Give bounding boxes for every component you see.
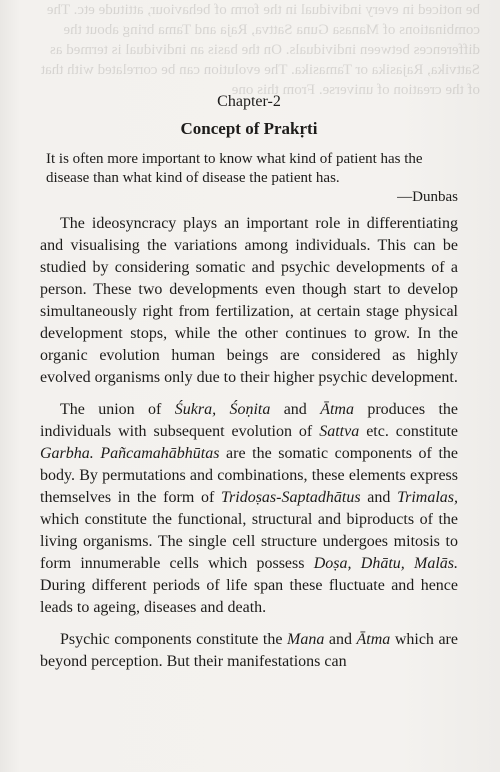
- italic-term: Sattva: [319, 423, 360, 440]
- italic-term: Tridoṣas-Saptadhātus: [221, 489, 361, 506]
- text-run: produces the individuals with subsequent evolution of: [40, 401, 459, 440]
- chapter-title: Concept of Prakṛti: [180, 119, 318, 138]
- text-run: which constitute the functional, structural and biproducts of the living organisms. The single cell structure undergoes mitosis to form innumerable cells which possess: [40, 511, 458, 572]
- italic-term: Garbha. Pañcamahābhūtas: [40, 445, 220, 462]
- epigraph-author: —Dunbas: [397, 189, 458, 205]
- show-through-text: be noticed in every individual in the form of behaviour, attitude etc. The combinations of Manasa Guna Sattva, Raja and Tama bring about the differences between individuals. On the basis an individual is termed as Sattvika, Rajasika or Tamasika. The evolution can be correlated with that of the creation of universe. From this one: [40, 2, 480, 98]
- text-run: etc. constitute: [359, 423, 459, 440]
- text-run: are the somatic components of the body. By permutations and combinations, these elements express themselves in the form of: [40, 445, 458, 506]
- italic-term: Trimalas,: [397, 489, 459, 506]
- paragraph: [40, 399, 458, 619]
- paragraph: [40, 629, 458, 673]
- italic-term: Ātma: [356, 631, 391, 648]
- italic-term: Ātma: [320, 401, 354, 418]
- page-content: [40, 92, 458, 683]
- text-run: and: [360, 489, 398, 506]
- text-run: Psychic components constitute the: [60, 631, 287, 648]
- text-run: The ideosyncracy plays an important role in differentiating and visualising the variations among individuals. This can be studied by considering somatic and psychic developments of a person. These two developments even though start to develop simultaneously right from fertilization, at certain stage physical development stops, while the other continues to grow. In the organic evolution human beings are considered as highly evolved organisms only due to their higher psychic development.: [40, 215, 458, 386]
- paragraph: [40, 213, 458, 389]
- text-run: which are beyond perception. But their manifestations can: [40, 631, 458, 670]
- text-run: The union of: [60, 401, 175, 418]
- text-run: and: [270, 401, 321, 418]
- text-run: During different periods of life span these fluctuate and hence leads to ageing, diseases and death.: [40, 577, 458, 616]
- epigraph-text: It is often more important to know what kind of patient has the disease than what kind of disease the patient has.: [46, 151, 423, 186]
- chapter-label: Chapter-2: [217, 93, 281, 110]
- text-run: and: [324, 631, 357, 648]
- italic-term: Śukra, Śoṇita: [174, 401, 271, 418]
- body-text: [40, 213, 458, 673]
- italic-term: Doṣa, Dhātu, Malās.: [313, 555, 459, 572]
- italic-term: Mana: [287, 631, 325, 648]
